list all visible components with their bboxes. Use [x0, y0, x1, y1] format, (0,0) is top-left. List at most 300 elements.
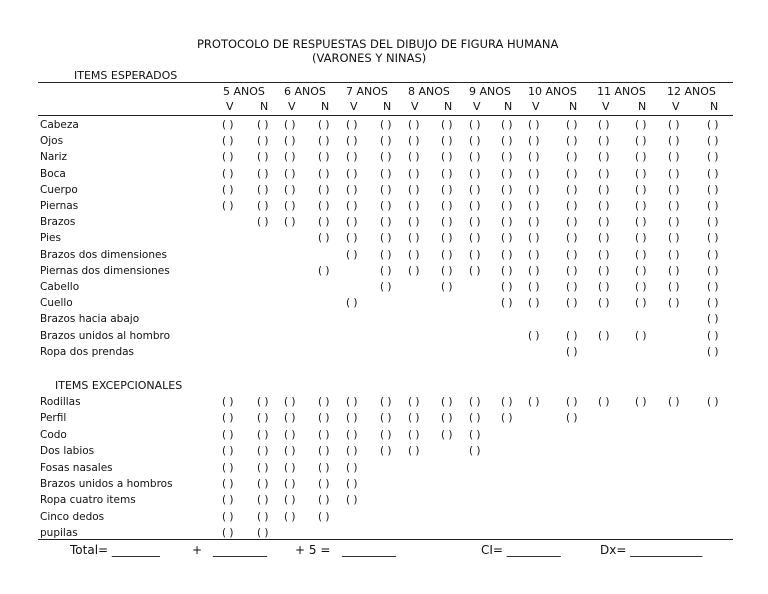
item-label: Codo [40, 429, 67, 441]
response-checkbox[interactable]: ( ) [408, 216, 420, 228]
response-checkbox[interactable]: ( ) [566, 265, 578, 277]
response-checkbox[interactable]: ( ) [668, 119, 680, 131]
response-checkbox[interactable]: ( ) [598, 119, 610, 131]
response-checkbox[interactable]: ( ) [408, 151, 420, 163]
response-checkbox[interactable]: ( ) [598, 330, 610, 342]
response-checkbox[interactable]: ( ) [408, 168, 420, 180]
response-checkbox[interactable]: ( ) [257, 494, 269, 506]
response-checkbox[interactable]: ( ) [598, 232, 610, 244]
response-checkbox[interactable]: ( ) [635, 249, 647, 261]
response-checkbox[interactable]: ( ) [566, 412, 578, 424]
response-checkbox[interactable]: ( ) [380, 151, 392, 163]
response-checkbox[interactable]: ( ) [469, 265, 481, 277]
response-checkbox[interactable]: ( ) [380, 429, 392, 441]
response-checkbox[interactable]: ( ) [668, 281, 680, 293]
age-header-8: 8 ANOS [408, 85, 450, 98]
response-checkbox[interactable]: ( ) [408, 119, 420, 131]
response-checkbox[interactable]: ( ) [408, 396, 420, 408]
response-checkbox[interactable]: ( ) [441, 168, 453, 180]
response-checkbox[interactable]: ( ) [707, 184, 719, 196]
response-checkbox[interactable]: ( ) [346, 396, 358, 408]
response-checkbox[interactable]: ( ) [598, 216, 610, 228]
response-checkbox[interactable]: ( ) [469, 429, 481, 441]
response-checkbox[interactable]: ( ) [707, 396, 719, 408]
response-checkbox[interactable]: ( ) [501, 184, 513, 196]
response-checkbox[interactable]: ( ) [284, 494, 296, 506]
response-checkbox[interactable]: ( ) [598, 200, 610, 212]
item-label: Boca [40, 168, 66, 180]
response-checkbox[interactable]: ( ) [528, 396, 540, 408]
document-subtitle: (VARONES Y NINAS) [312, 51, 427, 65]
response-checkbox[interactable]: ( ) [408, 184, 420, 196]
plus-five-equals: + 5 = [295, 543, 331, 557]
response-checkbox[interactable]: ( ) [318, 445, 330, 457]
response-checkbox[interactable]: ( ) [707, 297, 719, 309]
response-checkbox[interactable]: ( ) [528, 151, 540, 163]
sex-header-n: N [710, 100, 719, 113]
sex-header-v: V [602, 100, 610, 113]
response-checkbox[interactable]: ( ) [257, 478, 269, 490]
response-checkbox[interactable]: ( ) [501, 119, 513, 131]
plus-sign: + [192, 543, 203, 557]
response-checkbox[interactable]: ( ) [707, 232, 719, 244]
item-label: Brazos unidos a hombros [40, 478, 173, 490]
response-checkbox[interactable]: ( ) [318, 511, 330, 523]
item-label: Piernas [40, 200, 79, 212]
response-checkbox[interactable]: ( ) [257, 184, 269, 196]
section-exceptional-heading: ITEMS EXCEPCIONALES [55, 379, 183, 392]
response-checkbox[interactable]: ( ) [566, 200, 578, 212]
table-bottom-rule [38, 539, 733, 540]
response-checkbox[interactable]: ( ) [469, 216, 481, 228]
response-checkbox[interactable]: ( ) [408, 265, 420, 277]
response-checkbox[interactable]: ( ) [222, 184, 234, 196]
response-checkbox[interactable]: ( ) [284, 151, 296, 163]
response-checkbox[interactable]: ( ) [441, 184, 453, 196]
response-checkbox[interactable]: ( ) [408, 412, 420, 424]
response-checkbox[interactable]: ( ) [707, 265, 719, 277]
response-checkbox[interactable]: ( ) [380, 281, 392, 293]
response-checkbox[interactable]: ( ) [528, 135, 540, 147]
response-checkbox[interactable]: ( ) [528, 297, 540, 309]
response-checkbox[interactable]: ( ) [635, 119, 647, 131]
section-expected-heading: ITEMS ESPERADOS [74, 69, 178, 82]
response-checkbox[interactable]: ( ) [707, 168, 719, 180]
response-checkbox[interactable]: ( ) [501, 249, 513, 261]
item-label: Cabeza [40, 119, 79, 131]
response-checkbox[interactable]: ( ) [566, 346, 578, 358]
response-checkbox[interactable]: ( ) [441, 232, 453, 244]
response-checkbox[interactable]: ( ) [380, 412, 392, 424]
response-checkbox[interactable]: ( ) [441, 200, 453, 212]
response-checkbox[interactable]: ( ) [222, 412, 234, 424]
response-checkbox[interactable]: ( ) [501, 297, 513, 309]
item-label: Brazos [40, 216, 76, 228]
response-checkbox[interactable]: ( ) [284, 511, 296, 523]
response-checkbox[interactable]: ( ) [635, 151, 647, 163]
item-label: Piernas dos dimensiones [40, 265, 170, 277]
response-checkbox[interactable]: ( ) [707, 151, 719, 163]
response-checkbox[interactable]: ( ) [318, 478, 330, 490]
response-checkbox[interactable]: ( ) [566, 184, 578, 196]
sex-header-n: N [321, 100, 330, 113]
response-checkbox[interactable]: ( ) [380, 249, 392, 261]
response-checkbox[interactable]: ( ) [635, 232, 647, 244]
response-checkbox[interactable]: ( ) [469, 151, 481, 163]
age-header-9: 9 ANOS [469, 85, 511, 98]
item-label: Ojos [40, 135, 64, 147]
response-checkbox[interactable]: ( ) [408, 249, 420, 261]
item-label: Perfil [40, 412, 67, 424]
sex-header-n: N [569, 100, 578, 113]
response-checkbox[interactable]: ( ) [707, 281, 719, 293]
response-checkbox[interactable]: ( ) [257, 119, 269, 131]
response-checkbox[interactable]: ( ) [257, 216, 269, 228]
response-checkbox[interactable]: ( ) [257, 168, 269, 180]
response-checkbox[interactable]: ( ) [284, 478, 296, 490]
response-checkbox[interactable]: ( ) [528, 249, 540, 261]
response-checkbox[interactable]: ( ) [441, 396, 453, 408]
response-checkbox[interactable]: ( ) [257, 511, 269, 523]
item-label: pupilas [40, 527, 78, 539]
ci-field: CI= _________ [481, 543, 561, 557]
response-checkbox[interactable]: ( ) [566, 135, 578, 147]
response-checkbox[interactable]: ( ) [668, 265, 680, 277]
response-checkbox[interactable]: ( ) [668, 396, 680, 408]
response-checkbox[interactable]: ( ) [707, 330, 719, 342]
response-checkbox[interactable]: ( ) [257, 396, 269, 408]
response-checkbox[interactable]: ( ) [222, 200, 234, 212]
response-checkbox[interactable]: ( ) [222, 478, 234, 490]
response-checkbox[interactable]: ( ) [598, 265, 610, 277]
response-checkbox[interactable]: ( ) [222, 119, 234, 131]
response-checkbox[interactable]: ( ) [469, 412, 481, 424]
response-checkbox[interactable]: ( ) [469, 135, 481, 147]
response-checkbox[interactable]: ( ) [469, 445, 481, 457]
sex-header-v: V [473, 100, 481, 113]
response-checkbox[interactable]: ( ) [346, 297, 358, 309]
response-checkbox[interactable]: ( ) [408, 429, 420, 441]
response-checkbox[interactable]: ( ) [528, 265, 540, 277]
response-checkbox[interactable]: ( ) [707, 346, 719, 358]
subtotal-blank: _________ [213, 543, 267, 557]
response-checkbox[interactable]: ( ) [441, 216, 453, 228]
response-checkbox[interactable]: ( ) [222, 445, 234, 457]
response-checkbox[interactable]: ( ) [635, 200, 647, 212]
response-checkbox[interactable]: ( ) [707, 119, 719, 131]
response-checkbox[interactable]: ( ) [528, 200, 540, 212]
response-checkbox[interactable]: ( ) [318, 216, 330, 228]
age-header-10: 10 ANOS [528, 85, 577, 98]
response-checkbox[interactable]: ( ) [598, 396, 610, 408]
response-checkbox[interactable]: ( ) [501, 135, 513, 147]
response-checkbox[interactable]: ( ) [222, 168, 234, 180]
sex-header-n: N [504, 100, 513, 113]
response-checkbox[interactable]: ( ) [598, 281, 610, 293]
response-checkbox[interactable]: ( ) [380, 184, 392, 196]
response-checkbox[interactable]: ( ) [222, 429, 234, 441]
response-checkbox[interactable]: ( ) [318, 151, 330, 163]
response-checkbox[interactable]: ( ) [318, 232, 330, 244]
sex-header-v: V [288, 100, 296, 113]
item-label: Cuello [40, 297, 73, 309]
response-checkbox[interactable]: ( ) [284, 119, 296, 131]
response-checkbox[interactable]: ( ) [501, 281, 513, 293]
sex-header-n: N [260, 100, 269, 113]
document-title: PROTOCOLO DE RESPUESTAS DEL DIBUJO DE FIGURA HUMANA [197, 37, 559, 51]
response-checkbox[interactable]: ( ) [668, 200, 680, 212]
age-header-7: 7 ANOS [346, 85, 388, 98]
response-checkbox[interactable]: ( ) [380, 445, 392, 457]
response-checkbox[interactable]: ( ) [346, 445, 358, 457]
response-checkbox[interactable]: ( ) [380, 216, 392, 228]
item-label: Fosas nasales [40, 462, 113, 474]
response-checkbox[interactable]: ( ) [257, 429, 269, 441]
response-checkbox[interactable]: ( ) [566, 232, 578, 244]
age-header-5: 5 ANOS [223, 85, 265, 98]
item-label: Ropa cuatro items [40, 494, 136, 506]
response-checkbox[interactable]: ( ) [318, 429, 330, 441]
response-checkbox[interactable]: ( ) [598, 135, 610, 147]
sex-header-v: V [532, 100, 540, 113]
response-checkbox[interactable]: ( ) [635, 216, 647, 228]
response-checkbox[interactable]: ( ) [668, 297, 680, 309]
response-checkbox[interactable]: ( ) [501, 216, 513, 228]
response-checkbox[interactable]: ( ) [441, 412, 453, 424]
response-checkbox[interactable]: ( ) [501, 412, 513, 424]
response-checkbox[interactable]: ( ) [528, 232, 540, 244]
response-checkbox[interactable]: ( ) [501, 265, 513, 277]
response-checkbox[interactable]: ( ) [566, 297, 578, 309]
response-checkbox[interactable]: ( ) [284, 396, 296, 408]
response-checkbox[interactable]: ( ) [346, 478, 358, 490]
sex-header-n: N [383, 100, 392, 113]
response-checkbox[interactable]: ( ) [501, 396, 513, 408]
response-checkbox[interactable]: ( ) [318, 184, 330, 196]
response-checkbox[interactable]: ( ) [346, 119, 358, 131]
response-checkbox[interactable]: ( ) [528, 281, 540, 293]
response-checkbox[interactable]: ( ) [380, 200, 392, 212]
response-checkbox[interactable]: ( ) [469, 232, 481, 244]
response-checkbox[interactable]: ( ) [668, 168, 680, 180]
result-blank: _________ [342, 543, 396, 557]
response-checkbox[interactable]: ( ) [408, 232, 420, 244]
response-checkbox[interactable]: ( ) [441, 135, 453, 147]
total-field: Total= ________ [70, 543, 160, 557]
dx-field: Dx= ____________ [600, 543, 703, 557]
response-checkbox[interactable]: ( ) [284, 200, 296, 212]
response-checkbox[interactable]: ( ) [257, 151, 269, 163]
response-checkbox[interactable]: ( ) [346, 232, 358, 244]
response-checkbox[interactable]: ( ) [668, 184, 680, 196]
response-checkbox[interactable]: ( ) [635, 396, 647, 408]
response-checkbox[interactable]: ( ) [635, 281, 647, 293]
response-checkbox[interactable]: ( ) [380, 232, 392, 244]
response-checkbox[interactable]: ( ) [257, 135, 269, 147]
response-checkbox[interactable]: ( ) [222, 462, 234, 474]
response-checkbox[interactable]: ( ) [257, 445, 269, 457]
response-checkbox[interactable]: ( ) [257, 412, 269, 424]
response-checkbox[interactable]: ( ) [501, 168, 513, 180]
header-bottom-rule [38, 115, 733, 116]
response-checkbox[interactable]: ( ) [346, 216, 358, 228]
response-checkbox[interactable]: ( ) [408, 445, 420, 457]
response-checkbox[interactable]: ( ) [528, 168, 540, 180]
response-checkbox[interactable]: ( ) [707, 313, 719, 325]
response-checkbox[interactable]: ( ) [284, 168, 296, 180]
response-checkbox[interactable]: ( ) [441, 151, 453, 163]
response-checkbox[interactable]: ( ) [598, 249, 610, 261]
response-checkbox[interactable]: ( ) [598, 297, 610, 309]
response-checkbox[interactable]: ( ) [635, 265, 647, 277]
response-checkbox[interactable]: ( ) [284, 135, 296, 147]
response-checkbox[interactable]: ( ) [318, 265, 330, 277]
response-checkbox[interactable]: ( ) [668, 151, 680, 163]
header-top-rule [38, 82, 733, 83]
response-checkbox[interactable]: ( ) [566, 330, 578, 342]
response-checkbox[interactable]: ( ) [408, 135, 420, 147]
response-checkbox[interactable]: ( ) [380, 396, 392, 408]
response-checkbox[interactable]: ( ) [598, 151, 610, 163]
response-checkbox[interactable]: ( ) [635, 330, 647, 342]
response-checkbox[interactable]: ( ) [707, 216, 719, 228]
response-checkbox[interactable]: ( ) [441, 249, 453, 261]
item-label: Nariz [40, 151, 68, 163]
response-checkbox[interactable]: ( ) [566, 168, 578, 180]
response-checkbox[interactable]: ( ) [528, 119, 540, 131]
response-checkbox[interactable]: ( ) [380, 119, 392, 131]
response-checkbox[interactable]: ( ) [346, 168, 358, 180]
age-header-11: 11 ANOS [597, 85, 646, 98]
response-checkbox[interactable]: ( ) [222, 527, 234, 539]
item-label: Cabello [40, 281, 80, 293]
response-checkbox[interactable]: ( ) [284, 184, 296, 196]
response-checkbox[interactable]: ( ) [566, 281, 578, 293]
response-checkbox[interactable]: ( ) [707, 249, 719, 261]
response-checkbox[interactable]: ( ) [318, 168, 330, 180]
item-label: Cuerpo [40, 184, 78, 196]
response-checkbox[interactable]: ( ) [598, 168, 610, 180]
response-checkbox[interactable]: ( ) [469, 168, 481, 180]
response-checkbox[interactable]: ( ) [469, 249, 481, 261]
response-checkbox[interactable]: ( ) [284, 216, 296, 228]
response-checkbox[interactable]: ( ) [284, 445, 296, 457]
response-checkbox[interactable]: ( ) [222, 151, 234, 163]
response-checkbox[interactable]: ( ) [346, 200, 358, 212]
response-checkbox[interactable]: ( ) [284, 429, 296, 441]
response-checkbox[interactable]: ( ) [668, 249, 680, 261]
response-checkbox[interactable]: ( ) [635, 184, 647, 196]
response-checkbox[interactable]: ( ) [566, 249, 578, 261]
response-checkbox[interactable]: ( ) [346, 429, 358, 441]
response-checkbox[interactable]: ( ) [501, 200, 513, 212]
item-label: Pies [40, 232, 61, 244]
response-checkbox[interactable]: ( ) [668, 232, 680, 244]
response-checkbox[interactable]: ( ) [469, 200, 481, 212]
response-checkbox[interactable]: ( ) [346, 249, 358, 261]
response-checkbox[interactable]: ( ) [528, 330, 540, 342]
response-checkbox[interactable]: ( ) [635, 168, 647, 180]
sex-header-n: N [444, 100, 453, 113]
response-checkbox[interactable]: ( ) [501, 232, 513, 244]
response-checkbox[interactable]: ( ) [408, 200, 420, 212]
response-checkbox[interactable]: ( ) [469, 184, 481, 196]
response-checkbox[interactable]: ( ) [284, 462, 296, 474]
response-checkbox[interactable]: ( ) [318, 462, 330, 474]
response-checkbox[interactable]: ( ) [318, 494, 330, 506]
response-checkbox[interactable]: ( ) [668, 135, 680, 147]
response-checkbox[interactable]: ( ) [635, 135, 647, 147]
response-checkbox[interactable]: ( ) [257, 200, 269, 212]
response-checkbox[interactable]: ( ) [257, 527, 269, 539]
item-label: Brazos unidos al hombro [40, 330, 170, 342]
response-checkbox[interactable]: ( ) [469, 396, 481, 408]
response-checkbox[interactable]: ( ) [346, 462, 358, 474]
sex-header-v: V [226, 100, 234, 113]
item-label: Dos labios [40, 445, 95, 457]
item-label: Ropa dos prendas [40, 346, 135, 358]
sex-header-v: V [350, 100, 358, 113]
response-checkbox[interactable]: ( ) [566, 396, 578, 408]
sex-header-v: V [672, 100, 680, 113]
item-label: Cinco dedos [40, 511, 105, 523]
response-checkbox[interactable]: ( ) [501, 151, 513, 163]
response-checkbox[interactable]: ( ) [284, 412, 296, 424]
age-header-6: 6 ANOS [284, 85, 326, 98]
response-checkbox[interactable]: ( ) [222, 396, 234, 408]
response-checkbox[interactable]: ( ) [346, 151, 358, 163]
response-checkbox[interactable]: ( ) [566, 216, 578, 228]
response-checkbox[interactable]: ( ) [469, 119, 481, 131]
response-checkbox[interactable]: ( ) [318, 396, 330, 408]
response-checkbox[interactable]: ( ) [380, 168, 392, 180]
response-checkbox[interactable]: ( ) [318, 135, 330, 147]
response-checkbox[interactable]: ( ) [566, 119, 578, 131]
response-checkbox[interactable]: ( ) [598, 184, 610, 196]
response-checkbox[interactable]: ( ) [380, 135, 392, 147]
response-checkbox[interactable]: ( ) [668, 216, 680, 228]
item-label: Brazos hacia abajo [40, 313, 140, 325]
response-checkbox[interactable]: ( ) [318, 412, 330, 424]
response-checkbox[interactable]: ( ) [318, 119, 330, 131]
response-checkbox[interactable]: ( ) [318, 200, 330, 212]
response-checkbox[interactable]: ( ) [222, 494, 234, 506]
response-checkbox[interactable]: ( ) [222, 511, 234, 523]
response-checkbox[interactable]: ( ) [566, 151, 578, 163]
response-checkbox[interactable]: ( ) [441, 429, 453, 441]
age-header-12: 12 ANOS [667, 85, 716, 98]
response-checkbox[interactable]: ( ) [346, 184, 358, 196]
response-checkbox[interactable]: ( ) [441, 281, 453, 293]
response-checkbox[interactable]: ( ) [441, 265, 453, 277]
response-checkbox[interactable]: ( ) [346, 412, 358, 424]
response-checkbox[interactable]: ( ) [441, 119, 453, 131]
response-checkbox[interactable]: ( ) [528, 184, 540, 196]
response-checkbox[interactable]: ( ) [707, 200, 719, 212]
response-checkbox[interactable]: ( ) [346, 494, 358, 506]
response-checkbox[interactable]: ( ) [346, 135, 358, 147]
response-checkbox[interactable]: ( ) [635, 297, 647, 309]
item-label: Rodillas [40, 396, 81, 408]
item-label: Brazos dos dimensiones [40, 249, 167, 261]
response-checkbox[interactable]: ( ) [257, 462, 269, 474]
response-checkbox[interactable]: ( ) [222, 135, 234, 147]
response-checkbox[interactable]: ( ) [528, 216, 540, 228]
sex-header-v: V [411, 100, 419, 113]
response-checkbox[interactable]: ( ) [707, 135, 719, 147]
response-checkbox[interactable]: ( ) [380, 265, 392, 277]
sex-header-n: N [638, 100, 647, 113]
